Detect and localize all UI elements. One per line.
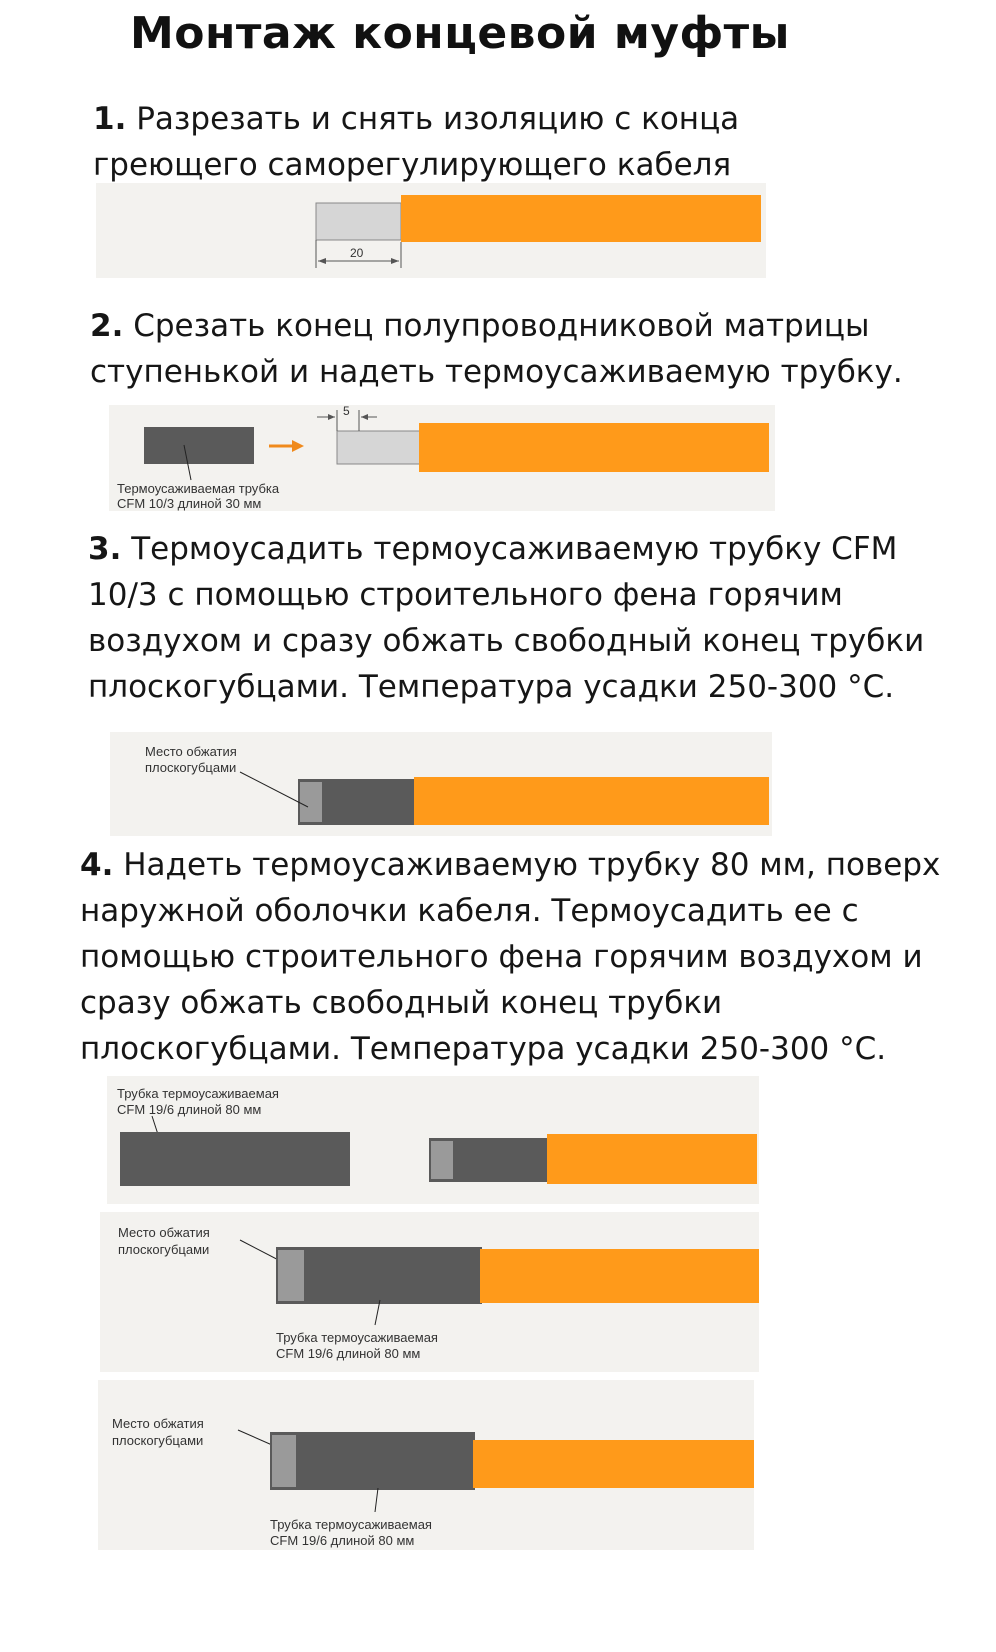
step-4-line-4: сразу обжать свободный конец трубки	[80, 985, 723, 1021]
step-3-number: 3.	[88, 531, 122, 567]
figure-4c	[98, 1380, 754, 1550]
crimp-zone	[431, 1141, 453, 1179]
step-4-number: 4.	[80, 847, 114, 883]
cable-jacket	[547, 1134, 757, 1184]
figure-4a	[107, 1076, 759, 1204]
crimp-zone	[300, 782, 322, 822]
step-4-line-2: наружной оболочки кабеля. Термоусадить ее с	[80, 893, 859, 929]
cable-jacket	[414, 777, 769, 825]
tube-label-line-2: CFM 19/6 длиной 80 мм	[270, 1533, 415, 1548]
crimp-zone	[278, 1250, 304, 1301]
crimp-label-line-1: Место обжатия	[118, 1225, 210, 1240]
step-1-line-1: Разрезать и снять изоляцию с конца	[136, 101, 740, 137]
step-3-line-3: воздухом и сразу обжать свободный конец трубки	[88, 623, 925, 659]
step-1-number: 1.	[93, 101, 127, 137]
figure-3	[110, 732, 772, 836]
tube-label-line-2: CFM 10/3 длиной 30 мм	[117, 496, 262, 511]
dimension-label: 20	[350, 246, 364, 260]
cable-jacket	[480, 1249, 759, 1303]
step-3-line-4: плоскогубцами. Температура усадки 250-300 °С.	[88, 669, 895, 705]
cable-jacket	[473, 1440, 754, 1488]
tube-label-line-1: Трубка термоусаживаемая	[117, 1086, 279, 1101]
tube-label-line-1: Трубка термоусаживаемая	[270, 1517, 432, 1532]
page-title: Монтаж концевой муфты	[130, 8, 790, 59]
step-4-line-3: помощью строительного фена горячим воздухом и	[80, 939, 923, 975]
step-1-line-2: греющего саморегулирующего кабеля	[93, 147, 732, 183]
shrunk-outer-tube	[270, 1432, 475, 1490]
step-2-line-1: Срезать конец полупроводниковой матрицы	[133, 308, 870, 344]
tube-label-line-1: Трубка термоусаживаемая	[276, 1330, 438, 1345]
shrunk-outer-tube	[276, 1247, 482, 1304]
tube-label-line-2: CFM 19/6 длиной 80 мм	[276, 1346, 421, 1361]
heat-shrink-tube	[120, 1132, 350, 1186]
step-1-text	[93, 96, 739, 188]
step-3-line-2: 10/3 с помощью строительного фена горячим	[88, 577, 843, 613]
figure-1	[96, 183, 766, 278]
step-2-text	[90, 303, 903, 395]
crimp-label-line-1: Место обжатия	[145, 744, 237, 759]
tube-label-line-1: Термоусаживаемая трубка	[117, 481, 280, 496]
crimp-label-line-2: плоскогубцами	[145, 760, 237, 775]
heat-shrink-tube	[144, 427, 254, 464]
cable-jacket	[419, 423, 769, 472]
step-2-number: 2.	[90, 308, 124, 344]
step-3-line-1: Термоусадить термоусаживаемую трубку CFM	[131, 531, 898, 567]
figure-2	[109, 405, 775, 511]
step-4-line-5: плоскогубцами. Температура усадки 250-300 °С.	[80, 1031, 887, 1067]
crimp-label-line-1: Место обжатия	[112, 1416, 204, 1431]
crimp-label-line-2: плоскогубцами	[112, 1433, 204, 1448]
step-4-line-1: Надеть термоусаживаемую трубку 80 мм, поверх	[123, 847, 941, 883]
cable-jacket	[401, 195, 761, 242]
step-2-line-2: ступенькой и надеть термоусаживаемую трубку.	[90, 354, 903, 390]
crimp-zone	[272, 1435, 296, 1487]
crimp-label-line-2: плоскогубцами	[118, 1242, 210, 1257]
step-4-text	[80, 842, 940, 1072]
dimension-label: 5	[343, 405, 350, 418]
stripped-conductor	[316, 203, 401, 240]
tube-label-line-2: CFM 19/6 длиной 80 мм	[117, 1102, 262, 1117]
stripped-end	[337, 431, 421, 464]
figure-4b	[100, 1212, 759, 1372]
step-3-text	[88, 526, 924, 710]
